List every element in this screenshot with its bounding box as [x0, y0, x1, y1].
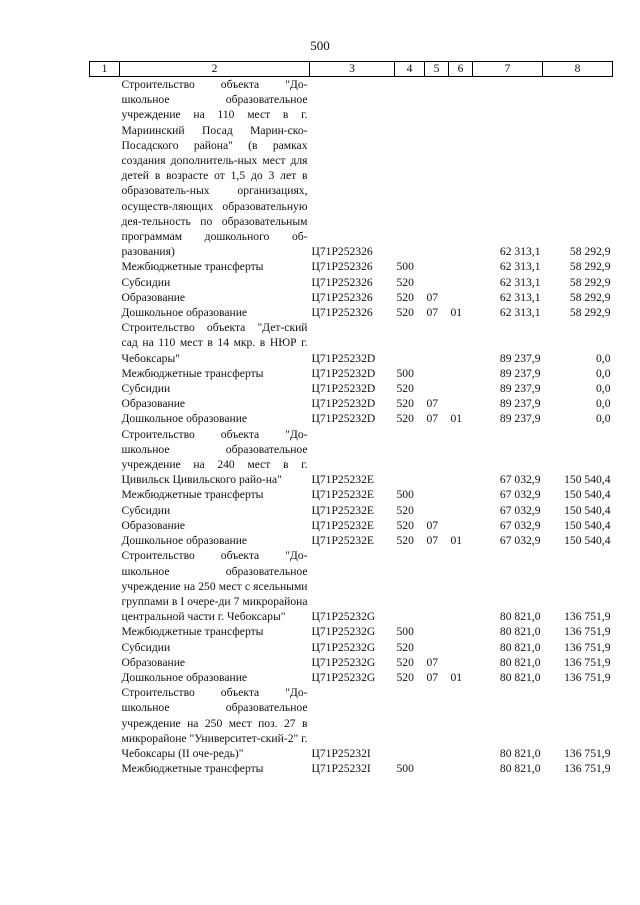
expense-type-code: 500 [396, 625, 414, 639]
item-name: Строительство объекта "До-школьное образовательное учреждение на 240 мест в г. Цивильск Цивильского райо-на" [121, 427, 308, 487]
column-number: 6 [449, 62, 473, 77]
row-first-column [90, 381, 120, 396]
expense-type-code: 520 [396, 306, 414, 320]
table-row [90, 275, 613, 290]
amount-column-8: 136 751,9 [564, 625, 611, 639]
amount-column-8: 0,0 [596, 351, 611, 365]
column-number: 5 [425, 62, 449, 77]
target-code: Ц71Р25232G [311, 610, 376, 624]
row-first-column [90, 396, 120, 411]
amount-column-7: 67 032,9 [499, 503, 541, 517]
item-name: Межбюджетные трансферты [121, 366, 264, 380]
row-first-column [90, 655, 120, 670]
expense-type-code: 500 [396, 488, 414, 502]
target-code: Ц71Р25232G [311, 670, 376, 684]
table-row [90, 290, 613, 305]
expense-type-code: 500 [396, 762, 414, 776]
table-row [90, 366, 613, 381]
amount-column-8: 0,0 [596, 412, 611, 426]
subsection-code [449, 259, 473, 274]
expense-type-code [395, 320, 425, 366]
table-body [90, 77, 613, 777]
table-row [90, 518, 613, 533]
target-code: Ц71Р25232E [311, 534, 374, 548]
amount-column-8: 150 540,4 [564, 473, 611, 487]
row-first-column [90, 518, 120, 533]
target-code: Ц71Р25232G [311, 625, 376, 639]
amount-column-8: 150 540,4 [564, 503, 611, 517]
table-row [90, 77, 613, 260]
section-code: 07 [426, 534, 439, 548]
amount-column-7: 80 821,0 [499, 670, 541, 684]
subsection-code [449, 548, 473, 624]
amount-column-7: 62 313,1 [499, 260, 541, 274]
section-code: 07 [426, 306, 439, 320]
amount-column-7: 62 313,1 [499, 306, 541, 320]
expense-type-code: 520 [396, 275, 414, 289]
item-name: Образование [121, 655, 186, 669]
amount-column-8: 150 540,4 [564, 534, 611, 548]
item-name: Дошкольное образование [121, 534, 248, 548]
row-first-column [90, 533, 120, 548]
section-code: 07 [426, 670, 439, 684]
amount-column-8: 58 292,9 [569, 245, 611, 259]
target-code: Ц71Р252326 [311, 290, 373, 304]
row-first-column [90, 366, 120, 381]
table-row [90, 670, 613, 685]
expense-type-code: 520 [396, 290, 414, 304]
row-first-column [90, 290, 120, 305]
amount-column-7: 62 313,1 [499, 275, 541, 289]
target-code: Ц71Р25232E [311, 503, 374, 517]
amount-column-7: 80 821,0 [499, 610, 541, 624]
column-number: 3 [310, 62, 395, 77]
section-code [425, 685, 449, 761]
row-first-column [90, 685, 120, 761]
table-row [90, 685, 613, 761]
section-code: 07 [426, 655, 439, 669]
row-first-column [90, 640, 120, 655]
subsection-code [449, 640, 473, 655]
subsection-code: 01 [450, 670, 463, 684]
amount-column-8: 136 751,9 [564, 640, 611, 654]
row-first-column [90, 259, 120, 274]
subsection-code: 01 [450, 534, 463, 548]
table-row [90, 320, 613, 366]
item-name: Субсидии [121, 503, 171, 517]
table-row [90, 640, 613, 655]
column-number: 8 [543, 62, 613, 77]
target-code: Ц71Р252326 [311, 260, 373, 274]
target-code: Ц71Р25232D [311, 397, 376, 411]
column-number-row [90, 62, 613, 77]
expense-type-code: 500 [396, 260, 414, 274]
row-first-column [90, 487, 120, 502]
amount-column-7: 80 821,0 [499, 625, 541, 639]
amount-column-7: 67 032,9 [499, 488, 541, 502]
item-name: Строительство объекта "Дет-ский сад на 110 мест в 14 мкр. в НЮР г. Чебоксары" [121, 321, 308, 365]
item-name: Межбюджетные трансферты [121, 762, 264, 776]
expense-type-code: 520 [396, 670, 414, 684]
section-code [425, 640, 449, 655]
column-number: 2 [120, 62, 310, 77]
amount-column-7: 80 821,0 [499, 655, 541, 669]
expense-type-code: 520 [396, 412, 414, 426]
item-name: Субсидии [121, 275, 171, 289]
target-code: Ц71Р25232G [311, 655, 376, 669]
column-number: 1 [90, 62, 120, 77]
target-code: Ц71Р25232E [311, 488, 374, 502]
amount-column-7: 80 821,0 [499, 762, 541, 776]
target-code: Ц71Р25232D [311, 351, 376, 365]
row-first-column [90, 77, 120, 260]
expense-type-code: 500 [396, 366, 414, 380]
item-name: Строительство объекта "До-школьное образовательное учреждение на 250 мест с ясельными группами в I очере-ди 7 микрорайона центральной части г. Чебоксары" [121, 549, 308, 624]
item-name: Строительство объекта "До-школьное образовательное учреждение на 250 мест поз. 27 в микрорайоне "Университет-ский-2" г. Чебоксары (II оче-редь)" [121, 686, 308, 760]
section-code [425, 761, 449, 776]
row-first-column [90, 275, 120, 290]
subsection-code [449, 366, 473, 381]
row-first-column [90, 761, 120, 776]
section-code [425, 624, 449, 639]
amount-column-7: 67 032,9 [499, 518, 541, 532]
target-code: Ц71Р252326 [311, 275, 373, 289]
section-code [425, 427, 449, 488]
amount-column-7: 89 237,9 [499, 412, 541, 426]
subsection-code [449, 624, 473, 639]
target-code: Ц71Р25232I [311, 746, 371, 760]
expense-type-code: 520 [396, 640, 414, 654]
row-first-column [90, 320, 120, 366]
section-code: 07 [426, 397, 439, 411]
amount-column-7: 67 032,9 [499, 473, 541, 487]
table-row [90, 411, 613, 426]
row-first-column [90, 503, 120, 518]
expense-type-code: 520 [396, 397, 414, 411]
row-first-column [90, 411, 120, 426]
amount-column-7: 62 313,1 [499, 245, 541, 259]
item-name: Образование [121, 290, 186, 304]
subsection-code [449, 290, 473, 305]
amount-column-7: 89 237,9 [499, 366, 541, 380]
expense-type-code [395, 77, 425, 260]
column-number: 7 [473, 62, 543, 77]
section-code: 07 [426, 518, 439, 532]
amount-column-8: 58 292,9 [569, 290, 611, 304]
subsection-code [449, 503, 473, 518]
section-code [425, 259, 449, 274]
subsection-code: 01 [450, 306, 463, 320]
amount-column-8: 136 751,9 [564, 762, 611, 776]
item-name: Субсидии [121, 640, 171, 654]
section-code [425, 366, 449, 381]
item-name: Межбюджетные трансферты [121, 260, 264, 274]
table-row [90, 761, 613, 776]
item-name: Субсидии [121, 382, 171, 396]
item-name: Дошкольное образование [121, 412, 248, 426]
expense-type-code: 520 [396, 655, 414, 669]
table-row [90, 259, 613, 274]
section-code [425, 77, 449, 260]
amount-column-7: 67 032,9 [499, 534, 541, 548]
row-first-column [90, 624, 120, 639]
subsection-code [449, 381, 473, 396]
table-row [90, 487, 613, 502]
amount-column-8: 150 540,4 [564, 488, 611, 502]
subsection-code [449, 427, 473, 488]
expense-type-code [395, 685, 425, 761]
amount-column-8: 58 292,9 [569, 306, 611, 320]
row-first-column [90, 305, 120, 320]
section-code [425, 487, 449, 502]
subsection-code [449, 487, 473, 502]
amount-column-8: 136 751,9 [564, 670, 611, 684]
item-name: Дошкольное образование [121, 306, 248, 320]
table-row [90, 305, 613, 320]
expense-type-code: 520 [396, 518, 414, 532]
item-name: Строительство объекта "До-школьное образовательное учреждение на 110 мест в г. Мариинский Посад Марин-ско-Посадского района" (в рамках создания дополнитель-ных мест для детей в возрасте от 1,5 до 3 лет в образователь-ных организациях, осуществ-ляющих образовательную дея-тельность по образовательным программам дошкольного об-разования) [121, 78, 308, 259]
section-code [425, 275, 449, 290]
section-code [425, 548, 449, 624]
expense-type-code [395, 548, 425, 624]
target-code: Ц71Р25232E [311, 473, 374, 487]
section-code [425, 320, 449, 366]
table-row [90, 655, 613, 670]
amount-column-8: 136 751,9 [564, 655, 611, 669]
target-code: Ц71Р252326 [311, 245, 373, 259]
target-code: Ц71Р25232D [311, 412, 376, 426]
subsection-code [449, 320, 473, 366]
item-name: Образование [121, 397, 186, 411]
subsection-code [449, 685, 473, 761]
amount-column-8: 150 540,4 [564, 518, 611, 532]
subsection-code [449, 77, 473, 260]
item-name: Межбюджетные трансферты [121, 625, 264, 639]
table-row [90, 427, 613, 488]
target-code: Ц71Р25232D [311, 382, 376, 396]
amount-column-7: 80 821,0 [499, 746, 541, 760]
row-first-column [90, 427, 120, 488]
section-code: 07 [426, 412, 439, 426]
amount-column-8: 0,0 [596, 382, 611, 396]
subsection-code [449, 396, 473, 411]
section-code [425, 381, 449, 396]
item-name: Межбюджетные трансферты [121, 488, 264, 502]
amount-column-7: 62 313,1 [499, 290, 541, 304]
item-name: Образование [121, 518, 186, 532]
target-code: Ц71Р252326 [311, 306, 373, 320]
table-row [90, 624, 613, 639]
expense-type-code: 520 [396, 503, 414, 517]
table-row [90, 381, 613, 396]
amount-column-8: 136 751,9 [564, 610, 611, 624]
target-code: Ц71Р25232E [311, 518, 374, 532]
table-row [90, 396, 613, 411]
amount-column-8: 136 751,9 [564, 746, 611, 760]
table-row [90, 533, 613, 548]
amount-column-8: 0,0 [596, 397, 611, 411]
amount-column-7: 89 237,9 [499, 382, 541, 396]
amount-column-8: 0,0 [596, 366, 611, 380]
section-code: 07 [426, 290, 439, 304]
amount-column-7: 89 237,9 [499, 397, 541, 411]
section-code [425, 503, 449, 518]
column-number: 4 [395, 62, 425, 77]
row-first-column [90, 548, 120, 624]
subsection-code [449, 518, 473, 533]
target-code: Ц71Р25232I [311, 762, 371, 776]
subsection-code: 01 [450, 412, 463, 426]
expense-type-code: 520 [396, 382, 414, 396]
amount-column-8: 58 292,9 [569, 260, 611, 274]
budget-table [89, 61, 613, 776]
expense-type-code [395, 427, 425, 488]
subsection-code [449, 761, 473, 776]
table-row [90, 503, 613, 518]
amount-column-7: 80 821,0 [499, 640, 541, 654]
amount-column-8: 58 292,9 [569, 275, 611, 289]
target-code: Ц71Р25232D [311, 366, 376, 380]
subsection-code [449, 275, 473, 290]
expense-type-code: 520 [396, 534, 414, 548]
row-first-column [90, 670, 120, 685]
target-code: Ц71Р25232G [311, 640, 376, 654]
amount-column-7: 89 237,9 [499, 351, 541, 365]
subsection-code [449, 655, 473, 670]
page-number: 500 [310, 38, 330, 53]
item-name: Дошкольное образование [121, 670, 248, 684]
table-row [90, 548, 613, 624]
